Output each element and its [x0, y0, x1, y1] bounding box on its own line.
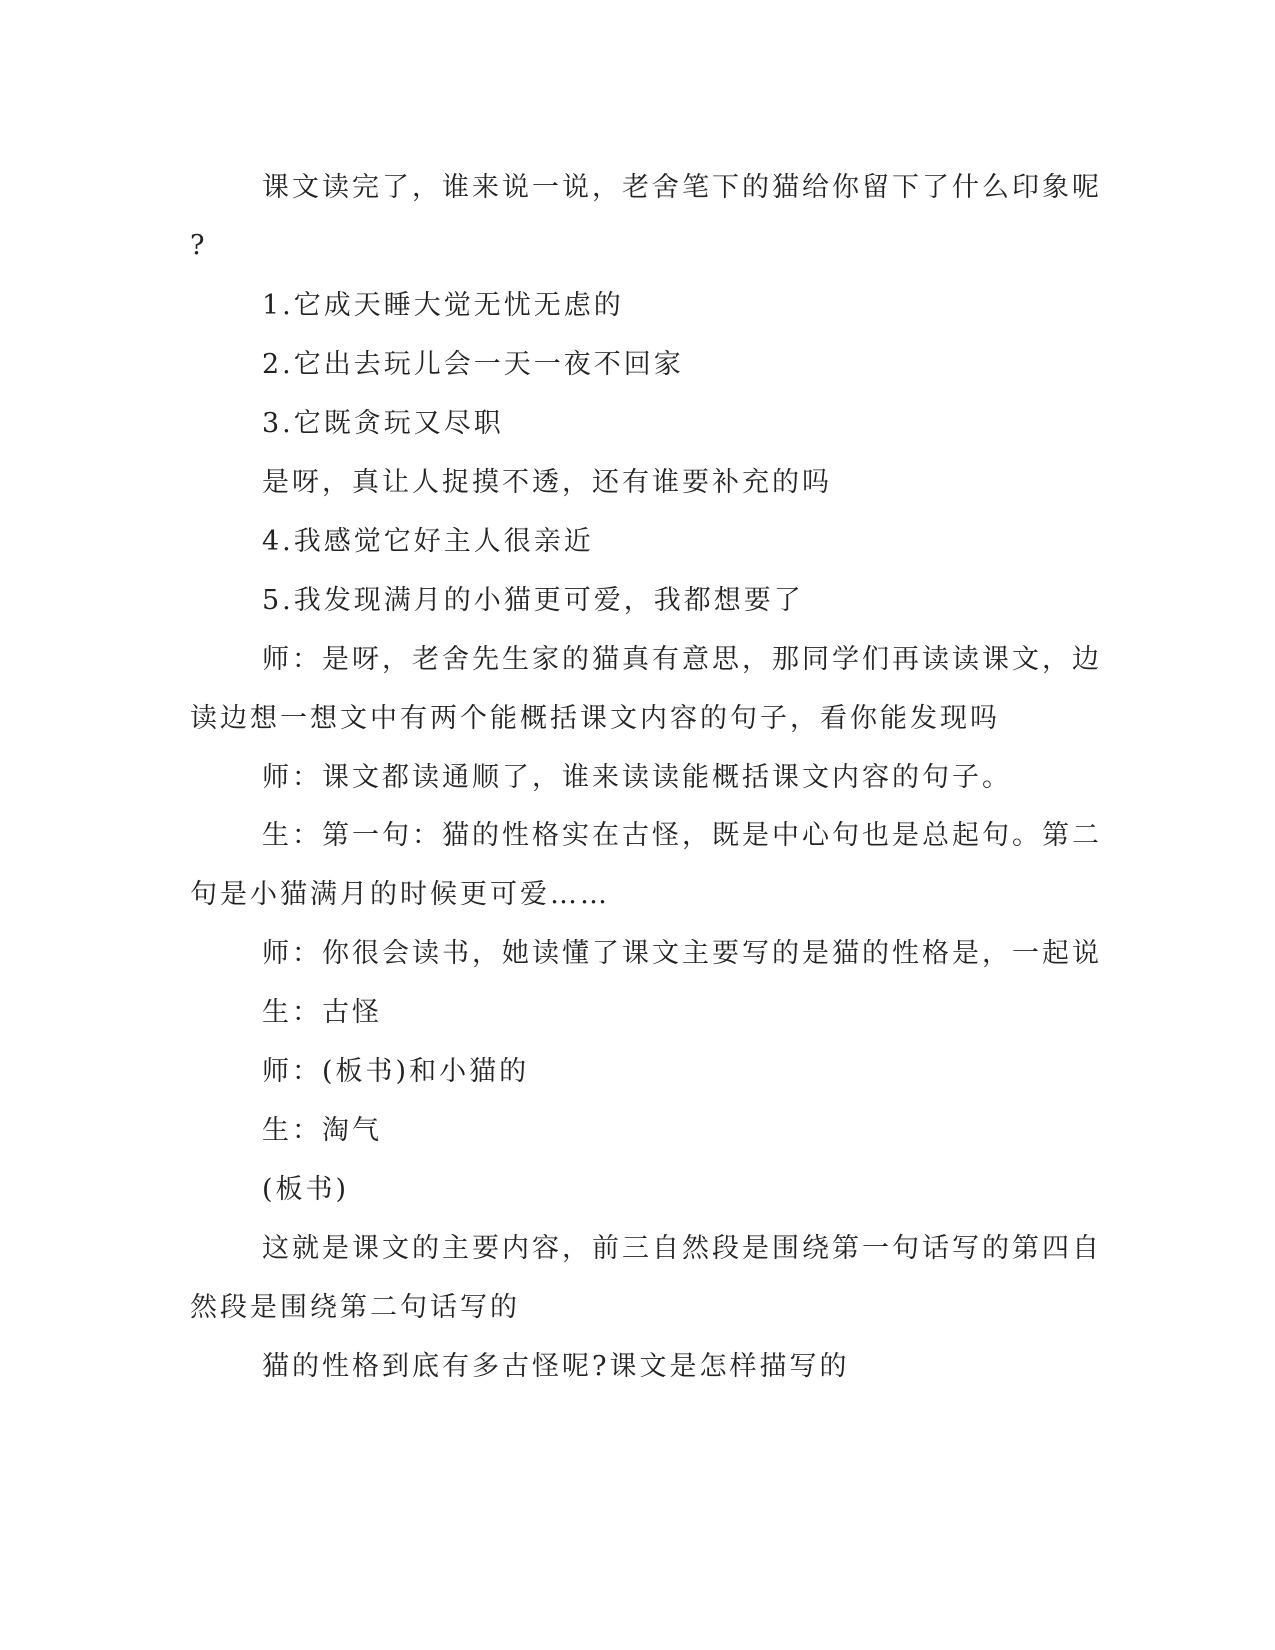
text-line: 是呀，真让人捉摸不透，还有谁要补充的吗: [262, 467, 832, 498]
text-line: 课文读完了，谁来说一说，老舍笔下的猫给你留下了什么印象呢: [262, 172, 1102, 203]
text-line: 然段是围绕第二句话写的: [190, 1292, 520, 1323]
text-line: 师：你很会读书，她读懂了课文主要写的是猫的性格是，一起说: [262, 938, 1102, 969]
text-line: 猫的性格到底有多古怪呢?课文是怎样描写的: [262, 1351, 850, 1382]
text-line: ?: [190, 230, 208, 261]
text-line: 生：淘气: [262, 1115, 382, 1146]
list-item: 5.我发现满月的小猫更可爱，我都想要了: [262, 585, 804, 616]
list-item: 3.它既贪玩又尽职: [262, 408, 504, 439]
text-line: 师：是呀，老舍先生家的猫真有意思，那同学们再读读课文，边: [262, 644, 1102, 675]
list-item: 4.我感觉它好主人很亲近: [262, 526, 594, 557]
text-line: 师：课文都读通顺了，谁来读读能概括课文内容的句子。: [262, 762, 1012, 793]
text-line: 生：古怪: [262, 997, 382, 1028]
list-item: 2.它出去玩儿会一天一夜不回家: [262, 349, 684, 380]
text-line: 生：第一句：猫的性格实在古怪，既是中心句也是总起句。第二: [262, 820, 1102, 851]
text-line: 读边想一想文中有两个能概括课文内容的句子，看你能发现吗: [190, 703, 1000, 734]
text-line: 这就是课文的主要内容，前三自然段是围绕第一句话写的第四自: [262, 1233, 1102, 1264]
text-line: 句是小猫满月的时候更可爱……: [190, 879, 610, 910]
list-item: 1.它成天睡大觉无忧无虑的: [262, 290, 624, 321]
text-line: (板书): [262, 1174, 350, 1205]
text-line: 师：(板书)和小猫的: [262, 1056, 530, 1087]
